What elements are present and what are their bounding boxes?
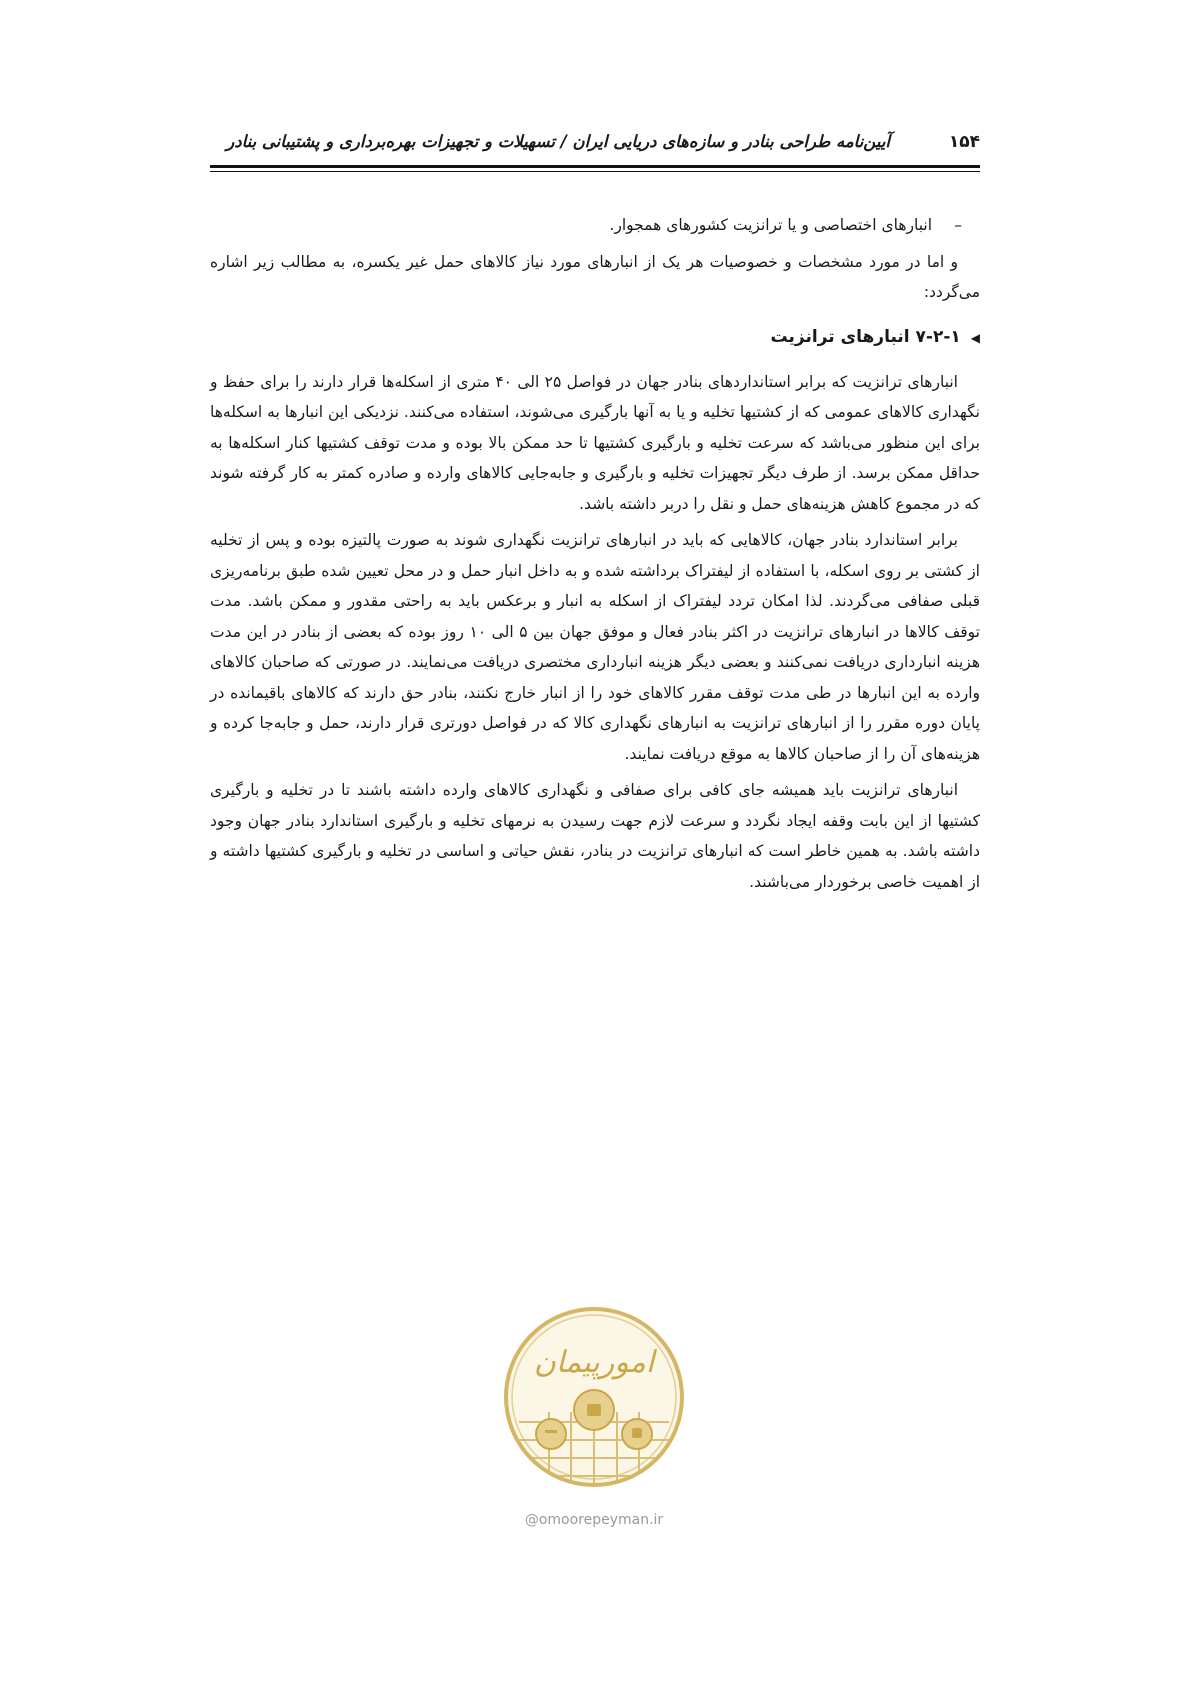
triangle-marker-icon: ◀ [970,330,980,345]
page-number: ۱۵۴ [948,132,980,152]
bullet-item [210,210,980,241]
logo-lettering: امورپیمان [533,1345,655,1380]
body-content [210,210,980,903]
paragraph: انبارهای ترانزیت باید همیشه جای کافی برای صفافی و نگهداری کالاهای وارده داشته باشند تا در تخلیه و بارگیری کشتیها از این بابت وقفه ایجاد نگردد و سرعت لازم جهت رسیدن به نرمهای تخلیه و بارگیری استاندارد بنادر جهان وجود داشته باشد. به همین خاطر است که انبارهای ترانزیت در بنادر، نقش حیاتی و اساسی در تخلیه و بارگیری کشتیها داشته و از اهمیت خاصی برخوردار می‌باشند. [210,781,980,891]
running-title: آیین‌نامه طراحی بنادر و سازه‌های دریایی ایران / تسهیلات و تجهیزات بهره‌برداری و پشتیبانی بنادر [226,132,890,151]
paragraph: برابر استاندارد بنادر جهان، کالاهایی که باید در انبارهای ترانزیت نگهداری شوند به صورت پالتیزه بوده و پس از تخلیه از کشتی بر روی اسکله، با استفاده از لیفتراک برداشته شده و به داخل انبار حمل و در محل تعیین شده طبق برنامه‌ریزی قبلی صفافی می‌گردند. لذا امکان تردد لیفتراک از اسکله به انبار و برعکس باید به راحتی مقدور و ممکن باشد. مدت توقف کالاها در انبارهای ترانزیت در اکثر بنادر فعال و موفق جهان بین ۵ الی ۱۰ روز بوده که بعضی از بنادر در این مدت هزینه انبارداری دریافت نمی‌کنند و بعضی دیگر هزینه انبارداری مختصری دریافت می‌نمایند. در صورتی که صاحبان کالاهای وارده به این انبارها در طی مدت توقف مقرر کالاهای خود را از انبار خارج نکنند، بنادر حق دارند که کالاهای باقیمانده در پایان دوره مقرر را از انبارهای ترانزیت به انبارهای نگهداری کالا که در فواصل دورتری قرار دارند، حمل و جابه‌جا کرده و هزینه‌های آن را از صاحبان کالاها به موقع دریافت نمایند. [210,531,980,763]
page-header [210,126,980,166]
header-rule-thick [210,165,980,168]
dash-bullet-icon: – [954,216,962,234]
logo-emblem-icon [499,1302,689,1492]
bullet-text: انبارهای اختصاصی و یا ترانزیت کشورهای همجوار. [609,216,932,234]
section-heading-text: ۷-۲-۱ انبارهای ترانزیت [770,326,961,347]
intro-paragraph: و اما در مورد مشخصات و خصوصیات هر یک از انبارهای مورد نیاز کالاهای حمل غیر یکسره، به مطالب زیر اشاره می‌گردد: [210,252,980,301]
watermark-logo [499,1302,689,1492]
paragraph: انبارهای ترانزیت که برابر استانداردهای بنادر جهان در فواصل ۲۵ الی ۴۰ متری از اسکله‌ها قرار دارند را برای حفظ و نگهداری کالاهای عمومی که از کشتیها تخلیه و یا به آنها بارگیری می‌شوند، استفاده می‌کنند. نزدیکی این انبارها به اسکله‌ها برای این منظور می‌باشد که سرعت تخلیه و بارگیری کشتیها تا حد ممکن بالا بوده و مدت توقف کشتیها کنار اسکله‌ها به حداقل ممکن برسد. از طرف دیگر تجهیزات تخلیه و بارگیری و جابه‌جایی کالاهای وارده و صادره کمتر به کار گرفته شوند که در مجموع کاهش هزینه‌های حمل و نقل را دربر داشته باشد. [210,372,980,513]
header-rule-thin [210,171,980,172]
watermark-url: @omoorepeyman.ir [524,1512,664,1528]
section-heading [210,322,980,353]
